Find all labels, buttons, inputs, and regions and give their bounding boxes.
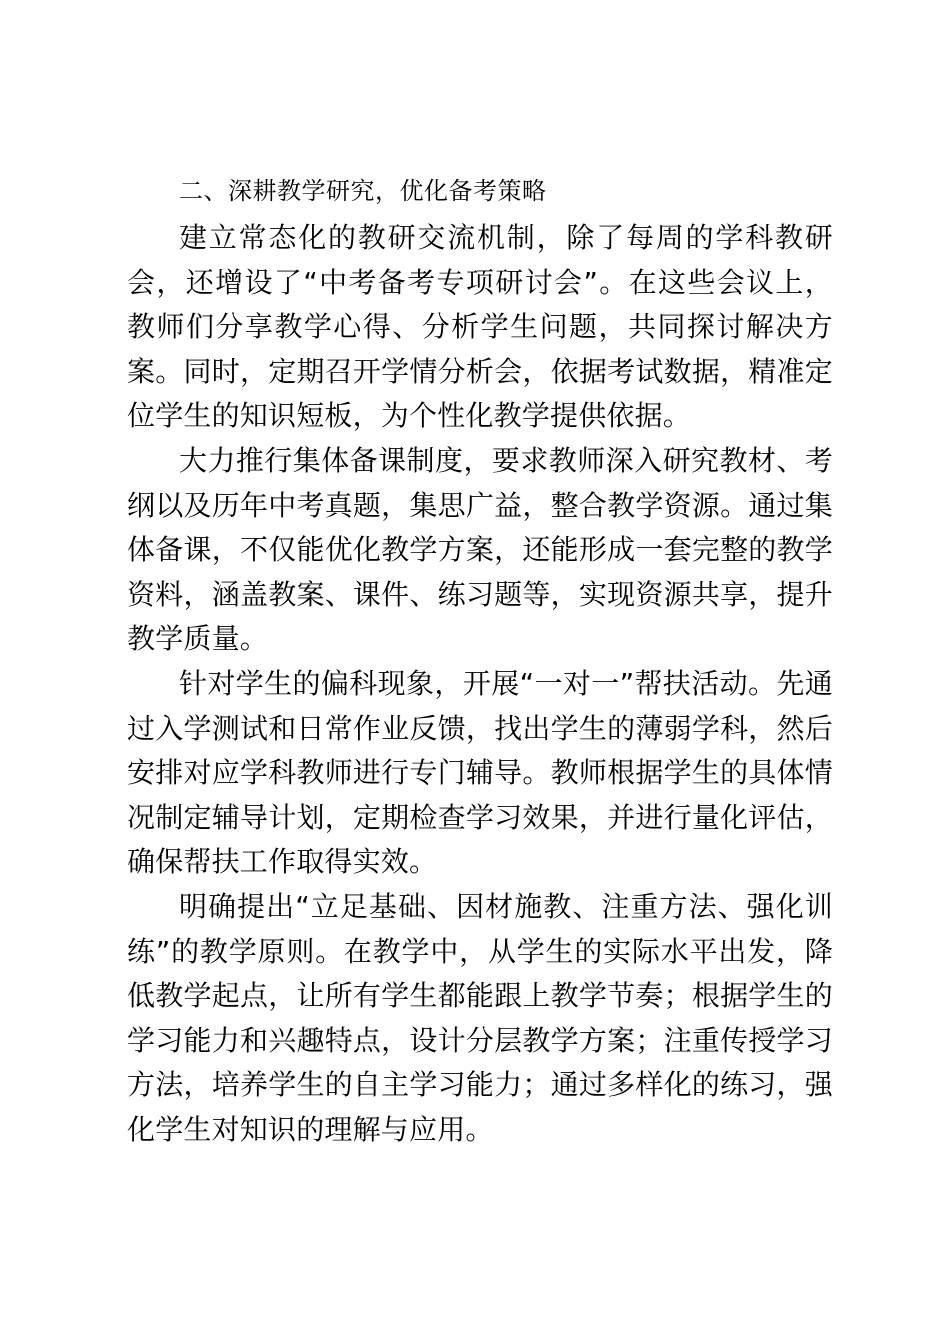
paragraph-research-mechanism: 建立常态化的教研交流机制，除了每周的学科教研会，还增设了“中考备考专项研讨会”。在这些会议上，教师们分享教学心得、分析学生问题，共同探讨解决方案。同时，定期召开学情分析会，依据考试数据，精准定位学生的知识短板，为个性化教学提供依据。 — [127, 221, 833, 433]
paragraph-collective-lesson-prep: 大力推行集体备课制度，要求教师深入研究教材、考纲以及历年中考真题，集思广益，整合教学资源。通过集体备课，不仅能优化教学方案，还能形成一套完整的教学资料，涵盖教案、课件、练习题等，实现资源共享，提升教学质量。 — [127, 443, 833, 656]
paragraph-teaching-principles: 明确提出“立足基础、因材施教、注重方法、强化训练”的教学原则。在教学中，从学生的实际水平出发，降低教学起点，让所有学生都能跟上教学节奏；根据学生的学习能力和兴趣特点，设计分层教学方案；注重传授学习方法，培养学生的自主学习能力；通过多样化的练习，强化学生对知识的理解与应用。 — [127, 889, 833, 1146]
section-heading: 二、深耕教学研究，优化备考策略 — [179, 177, 547, 205]
document-body — [127, 172, 833, 1152]
paragraph-one-on-one-support: 针对学生的偏科现象，开展“一对一”帮扶活动。先通过入学测试和日常作业反馈，找出学生的薄弱学科，然后安排对应学科教师进行专门辅导。教师根据学生的具体情况制定辅导计划，定期检查学习效果，并进行量化评估，确保帮扶工作取得实效。 — [127, 666, 833, 879]
